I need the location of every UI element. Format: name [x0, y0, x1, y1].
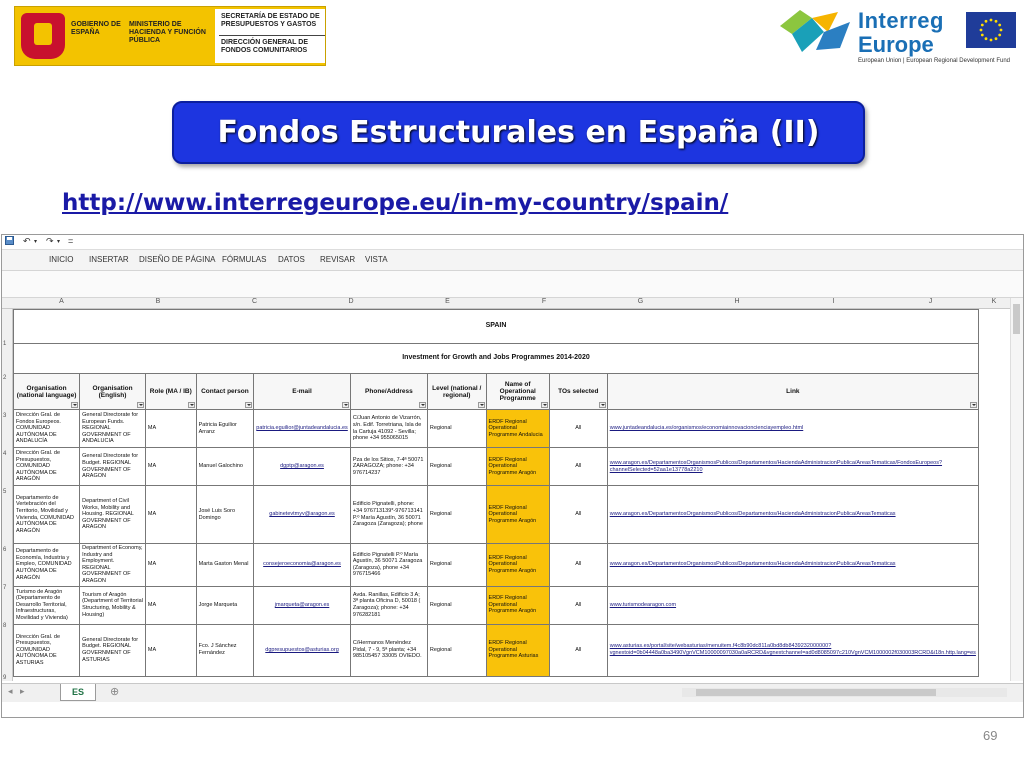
spanish-government-logo [14, 6, 326, 66]
scroll-thumb[interactable] [1013, 304, 1020, 334]
table-cell[interactable]: www.juntadeandalucia.es/organismos/economiainnovacioncienciayempleo.html [607, 410, 978, 448]
row-header[interactable]: 2 [3, 375, 7, 381]
table-cell[interactable]: ERDF Regional Operational Programme Aragón [486, 544, 549, 587]
redo-icon[interactable]: ↷ [46, 236, 54, 246]
customize-toolbar-icon[interactable]: = [68, 236, 74, 246]
table-cell[interactable]: All [549, 544, 607, 587]
scroll-thumb[interactable] [696, 689, 936, 696]
column-header[interactable]: I [832, 298, 835, 305]
table-cell[interactable]: Fco. J Sánchez Fernández [196, 624, 254, 676]
slide-title: Fondos Estructurales en España (II) [217, 115, 820, 150]
table-cell[interactable]: Regional [427, 486, 486, 544]
filter-dropdown-icon [599, 402, 606, 408]
column-header[interactable]: B [155, 298, 161, 305]
table-cell[interactable]: Marta Gaston Menal [196, 544, 254, 587]
table-cell[interactable]: All [549, 410, 607, 448]
table-cell[interactable]: ERDF Regional Operational Programme Aragón [486, 448, 549, 486]
table-row [14, 586, 979, 624]
page-number: 69 [983, 728, 998, 743]
table-cell[interactable]: MA [145, 586, 196, 624]
table-cell[interactable]: patricia.eguilior@juntadeandalucia.es [254, 410, 351, 448]
table-cell[interactable]: www.aragon.es/DepartamentosOrganismosPublicos/Departamentos/HaciendaAdministracionPublica/AreasTematicas [607, 486, 978, 544]
tab-insertar[interactable]: INSERTAR [89, 255, 129, 264]
table-cell[interactable]: Dirección Gral. de Presupuestos, COMUNIDAD AUTÓNOMA DE ASTURIAS [14, 624, 80, 676]
table-cell[interactable]: José Luis Soro Domingo [196, 486, 254, 544]
table-cell[interactable]: Turismo de Aragón (Departamento de Desarrollo Territorial, Infraestructuras, Movilidad y Vivienda) [14, 586, 80, 624]
excel-screenshot [1, 234, 1024, 718]
gov-logo-line4: DIRECCIÓN GENERAL DE FONDOS COMUNITARIOS [221, 39, 308, 54]
row-headers [2, 309, 13, 681]
table-cell[interactable]: All [549, 624, 607, 676]
column-header[interactable]: C [251, 298, 258, 305]
undo-dropdown-icon[interactable]: ▾ [34, 239, 38, 245]
undo-icon[interactable]: ↶ [23, 236, 31, 246]
filter-dropdown-icon [478, 402, 485, 408]
table-cell[interactable]: C/Juan Antonio de Vizarrón, s/n. Edif. Torretriana, Isla de la Cartuja 41092 - Sevilla; phone +34 955065015 [350, 410, 427, 448]
row-header[interactable]: 9 [3, 675, 7, 681]
tab-formulas[interactable]: FÓRMULAS [222, 255, 267, 264]
row-header[interactable]: 8 [3, 623, 7, 629]
interreg-mark-icon [778, 8, 852, 54]
table-cell[interactable]: Departamento de Economía, Industria y Empleo, COMUNIDAD AUTÓNOMA DE ARAGÓN [14, 544, 80, 587]
table-cell[interactable]: ERDF Regional Operational Programme Asturias [486, 624, 549, 676]
table-cell[interactable]: Regional [427, 410, 486, 448]
table-cell[interactable]: Regional [427, 448, 486, 486]
filter-dropdown-icon [71, 402, 78, 408]
ribbon-tab-bar [2, 250, 1023, 271]
column-header[interactable]: H [734, 298, 740, 305]
table-row [14, 544, 979, 587]
table-cell[interactable]: All [549, 448, 607, 486]
table-cell[interactable]: C/Hermanos Menéndez Pidal, 7 - 9, 5ª planta; +34 985105457 33005 OVIEDO. [350, 624, 427, 676]
table-cell[interactable]: MA [145, 544, 196, 587]
sheet-tab-bar [2, 683, 1023, 702]
header-cell[interactable]: E-mail [254, 374, 351, 410]
vertical-scrollbar[interactable] [1010, 298, 1023, 681]
header-cell[interactable]: TOs selected [549, 374, 607, 410]
horizontal-scrollbar[interactable] [682, 688, 1007, 697]
table-cell[interactable]: www.aragon.es/DepartamentosOrganismosPublicos/Departamentos/HaciendaAdministracionPublica/AreasTematicas [607, 544, 978, 587]
filter-dropdown-icon [419, 402, 426, 408]
column-header[interactable]: K [991, 298, 997, 305]
sheet-subtitle-cell[interactable]: Investment for Growth and Jobs Programmes 2014-2020 [14, 344, 979, 374]
next-sheet-icon[interactable]: ▸ [20, 686, 25, 696]
table-row [14, 624, 979, 676]
table-cell[interactable]: consejeroeconomia@aragon.es [254, 544, 351, 587]
column-header[interactable]: J [928, 298, 933, 305]
interreg-word: Interreg [858, 8, 944, 33]
interreg-europe-logo [778, 4, 1020, 68]
spreadsheet-grid [13, 309, 979, 677]
table-cell[interactable]: Regional [427, 544, 486, 587]
sheet-tab-es[interactable]: ES [60, 684, 96, 701]
table-cell[interactable]: dgptp@aragon.es [254, 448, 351, 486]
header-cell[interactable]: Organisation (national language) [14, 374, 80, 410]
save-icon[interactable] [5, 236, 14, 247]
table-cell[interactable]: www.asturias.es/portal/site/webasturias/menuitem.f4c8b90dc811a0bd8db8439232000000?vgnextoid=0b04448a0ba3490VgnVCM10000097030a0aRCRD&vgnextchannel=ad0d8085097c210VgnVCM1000002f030003RCRD&i18n.http.lang=es [607, 624, 978, 676]
table-cell[interactable]: Department of Civil Works, Mobility and Housing. REGIONAL GOVERNMENT OF ARAGON [80, 486, 146, 544]
row-header[interactable]: 1 [3, 341, 7, 347]
filter-dropdown-icon [245, 402, 252, 408]
table-cell[interactable]: jmarqueta@aragon.es [254, 586, 351, 624]
table-cell[interactable]: General Directorate for Budget. REGIONAL GOVERNMENT OF ASTURIAS [80, 624, 146, 676]
table-cell[interactable]: Patricia Eguilior Arranz [196, 410, 254, 448]
table-cell[interactable]: ERDF Regional Operational Programme Aragón [486, 586, 549, 624]
table-cell[interactable]: ERDF Regional Operational Programme Aragón [486, 486, 549, 544]
formula-bar-area[interactable] [2, 271, 1023, 298]
row-header[interactable]: 7 [3, 585, 7, 591]
spain-programmes-table [13, 309, 979, 677]
filter-dropdown-icon [342, 402, 349, 408]
tab-datos[interactable]: DATOS [278, 255, 305, 264]
column-header[interactable]: G [637, 298, 644, 305]
table-cell[interactable]: Dirección Gral. de Presupuestos, COMUNIDAD AUTÓNOMA DE ARAGÓN [14, 448, 80, 486]
gov-logo-line3: SECRETARÍA DE ESTADO DE PRESUPUESTOS Y GASTOS [221, 13, 320, 28]
filter-dropdown-icon [970, 402, 977, 408]
table-cell[interactable]: Department of Economy, Industry and Employment. REGIONAL GOVERNMENT OF ARAGON [80, 544, 146, 587]
table-cell[interactable]: www.aragon.es/DepartamentosOrganismosPublicos/Departamentos/HaciendaAdministracionPublica/AreasTematicas/FondosEuropeos?channelSelected=52aa1e13778a2210 [607, 448, 978, 486]
interreg-subtitle: European Union | European Regional Development Fund [858, 58, 1010, 64]
header-cell[interactable]: Contact person [196, 374, 254, 410]
row-header[interactable]: 5 [3, 489, 7, 495]
slide-title-box [172, 101, 865, 164]
column-header[interactable]: D [348, 298, 354, 305]
filter-dropdown-icon [541, 402, 548, 408]
table-cell[interactable]: Jorge Marqueta [196, 586, 254, 624]
prev-sheet-icon[interactable]: ◂ [8, 686, 13, 696]
tab-diseno-de-pagina[interactable]: DISEÑO DE PÁGINA [139, 255, 216, 264]
table-cell[interactable]: Avda. Ranillas, Edificio 3 A; 3ª planta Oficina D, 50018 ( Zaragoza); phone: +34 976282181 [350, 586, 427, 624]
table-cell[interactable]: All [549, 586, 607, 624]
table-cell[interactable]: MA [145, 448, 196, 486]
sheet-title-cell[interactable]: SPAIN [14, 310, 979, 344]
table-cell[interactable]: Dirección Gral. de Fondos Europeos. COMUNIDAD AUTÓNOMA DE ANDALUCÍA [14, 410, 80, 448]
header-cell[interactable]: Name of Operational Programme [486, 374, 549, 410]
header-cell[interactable]: Level (national / regional) [427, 374, 486, 410]
tab-revisar[interactable]: REVISAR [320, 255, 356, 264]
table-cell[interactable]: ERDF Regional Operational Programme Andalucia [486, 410, 549, 448]
table-cell[interactable]: MA [145, 486, 196, 544]
table-cell[interactable]: All [549, 486, 607, 544]
coat-of-arms-icon [21, 13, 65, 59]
table-cell[interactable]: Departamento de Vertebración del Territorio, Movilidad y Vivienda, COMUNIDAD AUTÓNOMA DE ARAGÓN [14, 486, 80, 544]
interreg-url-link[interactable]: http://www.interregeurope.eu/in-my-country/spain/ [62, 190, 729, 216]
row-header[interactable]: 6 [3, 547, 7, 553]
quick-access-toolbar [2, 235, 1023, 250]
tab-inicio[interactable]: INICIO [49, 255, 74, 264]
table-row [14, 448, 979, 486]
header-cell[interactable]: Phone/Address [350, 374, 427, 410]
header-cell[interactable]: Role (MA / IB) [145, 374, 196, 410]
table-cell[interactable]: Edificio Pignatelli, phone: +34 976713139*-976713141 P.º María Agustín, 36 50071 Zaragoza (Zaragoza); phone [350, 486, 427, 544]
header-cell[interactable]: Link [607, 374, 978, 410]
header-cell[interactable]: Organisation (English) [80, 374, 146, 410]
add-sheet-icon[interactable]: ⊕ [110, 686, 120, 698]
table-cell[interactable]: gabinetevtmyv@aragon.es [254, 486, 351, 544]
tab-vista[interactable]: VISTA [365, 255, 388, 264]
table-row [14, 410, 979, 448]
filter-dropdown-icon [137, 402, 144, 408]
table-cell[interactable]: Regional [427, 586, 486, 624]
table-cell[interactable]: Edificio Pignatelli P.º María Agustín, 36 50071 Zaragoza (Zaragoza), phone +34 976715466 [350, 544, 427, 587]
row-header[interactable]: 4 [3, 451, 7, 457]
header-row [14, 374, 979, 410]
table-cell[interactable]: General Directorate for Budget. REGIONAL GOVERNMENT OF ARAGON [80, 448, 146, 486]
table-row [14, 486, 979, 544]
gov-logo-line1: GOBIERNO DE ESPAÑA [71, 21, 121, 36]
table-cell[interactable]: www.turismodearagon.com [607, 586, 978, 624]
table-cell[interactable]: Regional [427, 624, 486, 676]
table-cell[interactable]: General Directorate for European Funds. REGIONAL GOVERNMENT OF ANDALUCIA [80, 410, 146, 448]
column-headers [2, 298, 1010, 309]
table-cell[interactable]: dgpresupuestos@asturias.org [254, 624, 351, 676]
table-cell[interactable]: MA [145, 410, 196, 448]
filter-dropdown-icon [188, 402, 195, 408]
column-header[interactable]: A [59, 298, 64, 305]
table-cell[interactable]: MA [145, 624, 196, 676]
column-header[interactable]: E [445, 298, 450, 305]
eu-flag-icon [966, 12, 1016, 48]
column-header[interactable]: F [541, 298, 547, 305]
table-cell[interactable]: Tourism of Aragón (Department of Territorial Structuring, Mobility & Housing) [80, 586, 146, 624]
row-header[interactable]: 3 [3, 413, 7, 419]
gov-logo-line2: MINISTERIO DE HACIENDA Y FUNCIÓN PÚBLICA [129, 21, 206, 44]
europe-word: Europe [858, 32, 934, 57]
table-cell[interactable]: Manuel Galochino [196, 448, 254, 486]
table-cell[interactable]: Pza de los Sitios, 7-4ª 50071 ZARAGOZA; phone: +34 976714237 [350, 448, 427, 486]
redo-dropdown-icon[interactable]: ▾ [57, 239, 61, 245]
